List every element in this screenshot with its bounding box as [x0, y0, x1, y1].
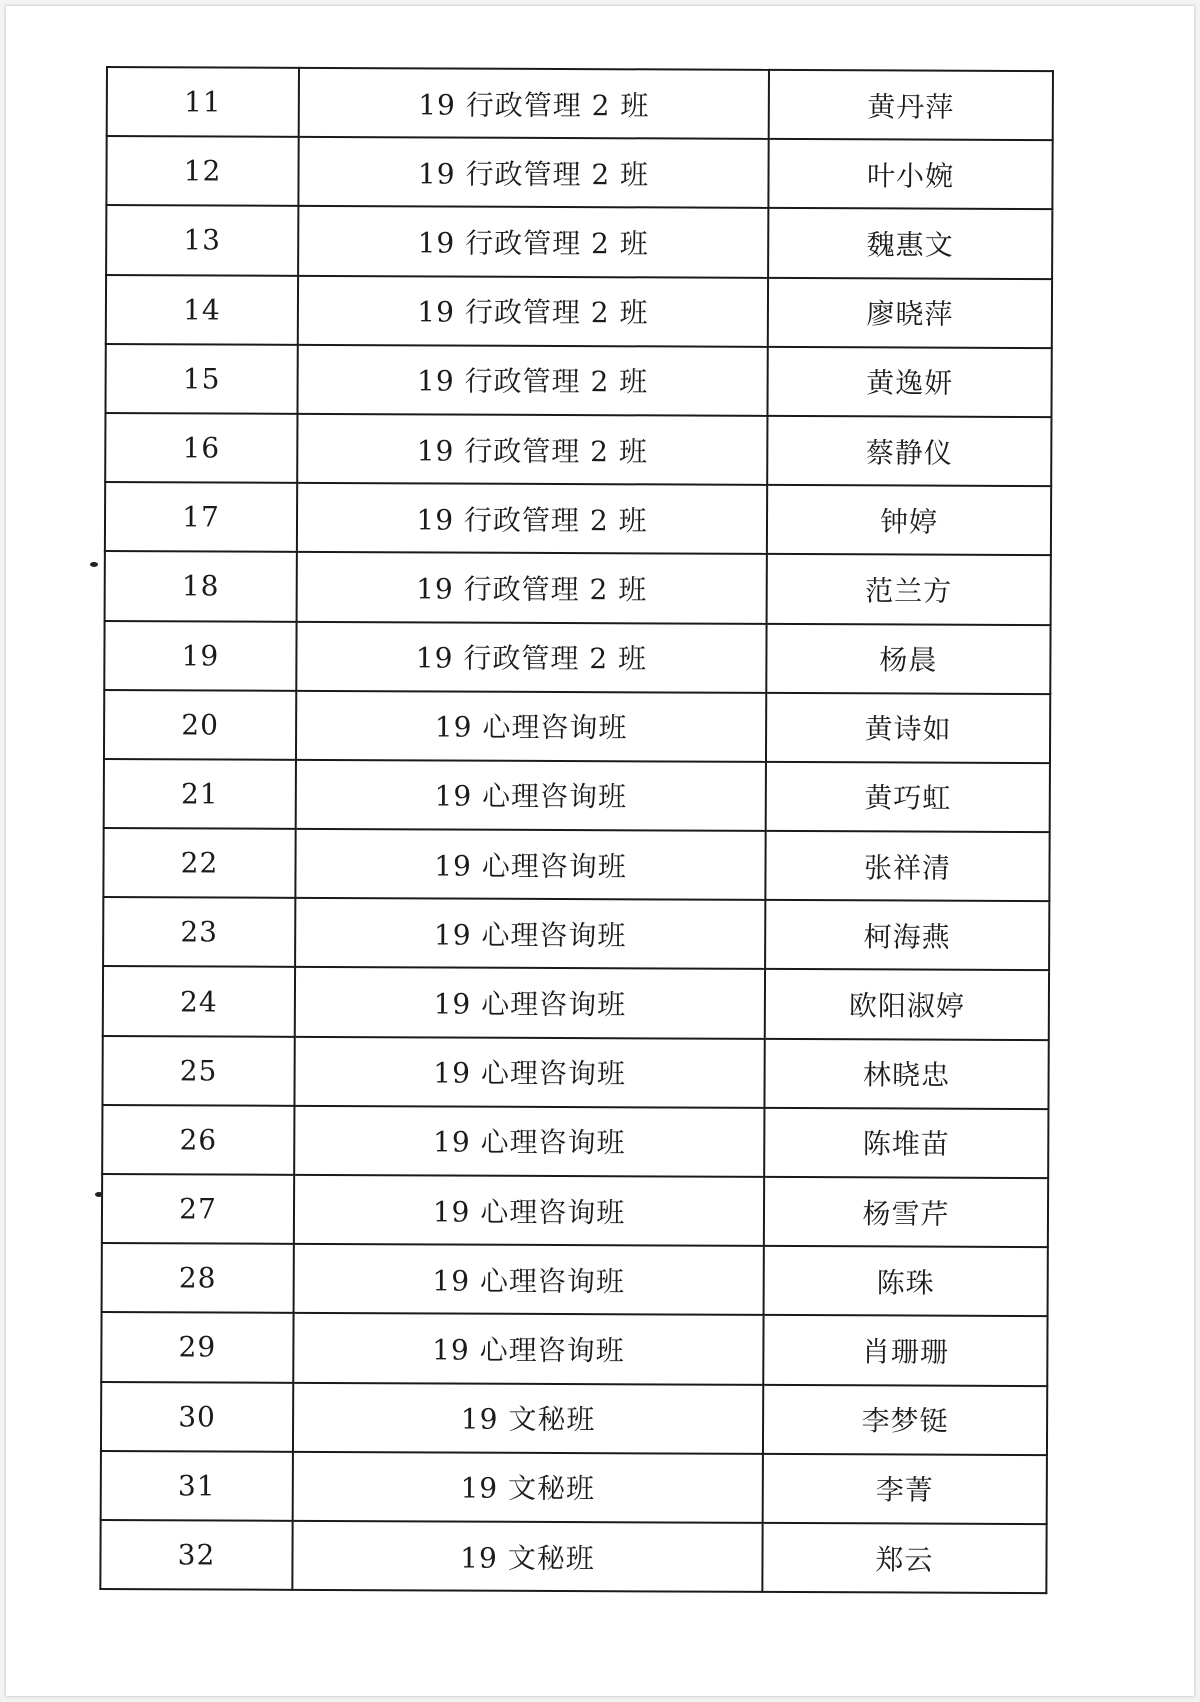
class-name: 19 心理咨询班 — [296, 760, 766, 831]
student-name: 杨晨 — [766, 623, 1050, 693]
class-name: 19 心理咨询班 — [293, 1313, 763, 1384]
table-row — [104, 690, 1050, 763]
student-name: 欧阳淑婷 — [765, 969, 1049, 1039]
class-name: 19 行政管理 2 班 — [297, 345, 767, 416]
row-number: 16 — [105, 413, 297, 483]
class-name: 19 行政管理 2 班 — [297, 483, 767, 554]
student-name: 林晓忠 — [764, 1039, 1048, 1109]
table-row — [103, 828, 1049, 901]
row-number: 31 — [101, 1451, 293, 1521]
student-name: 魏惠文 — [768, 208, 1052, 278]
table-row — [105, 482, 1051, 555]
student-name: 李梦铤 — [763, 1384, 1047, 1454]
class-name: 19 心理咨询班 — [294, 1244, 764, 1315]
row-number: 17 — [105, 482, 297, 552]
row-number: 29 — [101, 1312, 293, 1382]
class-name: 19 行政管理 2 班 — [298, 137, 768, 208]
class-name: 19 行政管理 2 班 — [298, 275, 768, 346]
class-name: 19 心理咨询班 — [294, 1106, 764, 1177]
table-row — [104, 759, 1050, 832]
class-name: 19 心理咨询班 — [294, 1036, 764, 1107]
row-number: 11 — [107, 67, 299, 137]
student-roster-table — [99, 66, 1054, 1594]
table-row — [103, 897, 1049, 970]
student-name: 郑云 — [762, 1523, 1046, 1593]
table-row — [102, 1105, 1048, 1178]
table-row — [105, 551, 1051, 624]
row-number: 12 — [106, 136, 298, 206]
row-number: 23 — [103, 897, 295, 967]
class-name: 19 行政管理 2 班 — [299, 68, 769, 139]
student-name: 陈珠 — [764, 1246, 1048, 1316]
class-name: 19 行政管理 2 班 — [297, 552, 767, 623]
class-name: 19 心理咨询班 — [295, 829, 765, 900]
row-number: 19 — [104, 620, 296, 690]
row-number: 32 — [100, 1520, 292, 1590]
student-name: 黄巧虹 — [766, 762, 1050, 832]
class-name: 19 心理咨询班 — [294, 1175, 764, 1246]
scan-speck — [90, 562, 98, 567]
student-name: 蔡静仪 — [767, 416, 1051, 486]
table-row — [102, 1174, 1048, 1247]
row-number: 26 — [102, 1105, 294, 1175]
class-name: 19 心理咨询班 — [295, 898, 765, 969]
row-number: 27 — [102, 1174, 294, 1244]
table-row — [101, 1312, 1047, 1385]
row-number: 22 — [103, 828, 295, 898]
row-number: 15 — [105, 344, 297, 414]
student-name: 廖晓萍 — [768, 277, 1052, 347]
row-number: 25 — [102, 1036, 294, 1106]
scan-speck — [95, 1192, 103, 1197]
student-name: 范兰方 — [767, 554, 1051, 624]
class-name: 19 心理咨询班 — [295, 967, 765, 1038]
row-number: 14 — [106, 275, 298, 345]
student-name: 叶小婉 — [768, 139, 1052, 209]
student-name: 钟婷 — [767, 485, 1051, 555]
scanned-page — [6, 6, 1194, 1696]
student-name: 杨雪芹 — [764, 1177, 1048, 1247]
row-number: 13 — [106, 205, 298, 275]
student-name: 黄逸妍 — [767, 347, 1051, 417]
table-row — [104, 620, 1050, 693]
class-name: 19 行政管理 2 班 — [298, 206, 768, 277]
class-name: 19 心理咨询班 — [296, 691, 766, 762]
table-row — [106, 205, 1052, 278]
student-name: 黄丹萍 — [769, 70, 1053, 140]
student-name: 张祥清 — [765, 831, 1049, 901]
student-name: 肖珊珊 — [763, 1315, 1047, 1385]
table-row — [102, 1036, 1048, 1109]
table-row — [101, 1382, 1047, 1455]
table-row — [106, 275, 1052, 348]
class-name: 19 行政管理 2 班 — [297, 414, 767, 485]
table-row — [103, 966, 1049, 1039]
student-name: 黄诗如 — [766, 693, 1050, 763]
table-row — [107, 67, 1053, 140]
table-row — [105, 344, 1051, 417]
row-number: 24 — [103, 966, 295, 1036]
row-number: 18 — [105, 551, 297, 621]
table-row — [102, 1243, 1048, 1316]
table-row — [105, 413, 1051, 486]
student-name: 陈堆苗 — [764, 1108, 1048, 1178]
class-name: 19 文秘班 — [292, 1521, 762, 1592]
table-row — [106, 136, 1052, 209]
row-number: 20 — [104, 690, 296, 760]
table-row — [100, 1520, 1046, 1593]
row-number: 30 — [101, 1382, 293, 1452]
row-number: 28 — [102, 1243, 294, 1313]
student-name: 李菁 — [763, 1454, 1047, 1524]
class-name: 19 文秘班 — [293, 1452, 763, 1523]
table-row — [101, 1451, 1047, 1524]
student-name: 柯海燕 — [765, 900, 1049, 970]
roster-body — [100, 67, 1053, 1593]
row-number: 21 — [104, 759, 296, 829]
class-name: 19 文秘班 — [293, 1382, 763, 1453]
class-name: 19 行政管理 2 班 — [296, 621, 766, 692]
